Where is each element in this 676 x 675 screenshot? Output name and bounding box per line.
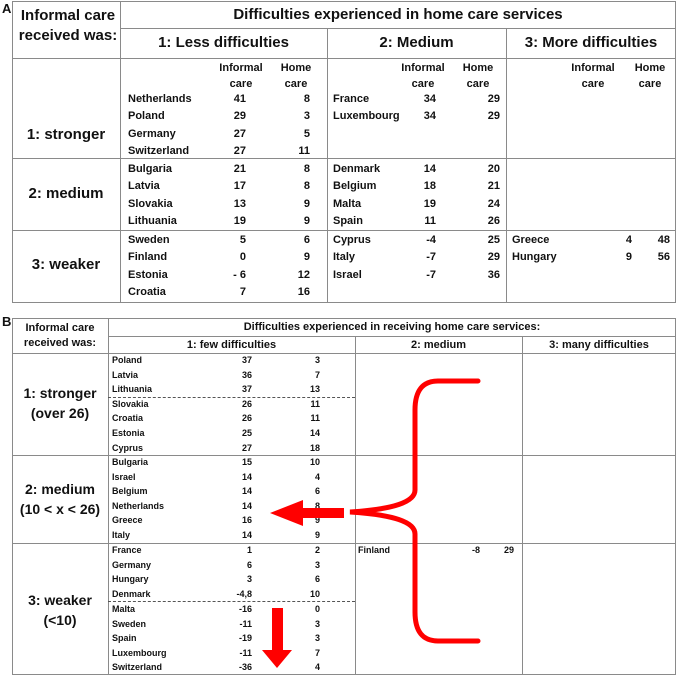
informal-care-value: -19: [238, 633, 252, 643]
informal-care-value: 13: [233, 198, 246, 210]
panel-b-col-header: 3: many difficulties: [549, 339, 649, 351]
country-name: Switzerland: [128, 145, 190, 157]
home-care-value: 9: [303, 198, 310, 210]
home-care-value: 14: [309, 428, 320, 438]
home-care-value: 4: [314, 662, 320, 672]
panel-a-title: Difficulties experienced in home care services: [233, 6, 563, 23]
sub-header-home: Home care: [462, 62, 494, 90]
informal-care-value: 27: [233, 128, 246, 140]
home-care-value: 18: [309, 443, 320, 453]
informal-care-value: 7: [239, 286, 246, 298]
panel-b-row-label: 3: weaker (<10): [28, 592, 92, 628]
home-care-value: 29: [487, 110, 500, 122]
home-care-value: 24: [487, 198, 500, 210]
home-care-value: 8: [303, 163, 310, 175]
informal-care-value: -4,8: [236, 589, 252, 599]
country-name: Luxembourg: [112, 648, 167, 658]
country-name: Netherlands: [128, 93, 192, 105]
country-name: Denmark: [333, 163, 381, 175]
sub-header-informal: Informal care: [571, 62, 615, 90]
country-name: Spain: [333, 215, 363, 227]
left-arrow-shape: [270, 500, 344, 526]
informal-care-value: 27: [241, 443, 252, 453]
informal-care-value: 3: [246, 574, 252, 584]
home-care-value: 9: [303, 251, 310, 263]
informal-care-value: 4: [625, 234, 632, 246]
country-name: Netherlands: [112, 501, 165, 511]
informal-care-value: 34: [423, 93, 436, 105]
country-name: Germany: [128, 128, 176, 140]
country-name: Bulgaria: [112, 457, 149, 467]
home-care-value: 11: [298, 145, 310, 157]
country-name: Lithuania: [128, 215, 177, 227]
country-name: Lithuania: [112, 384, 152, 394]
country-name: Germany: [112, 560, 152, 570]
informal-care-value: 37: [241, 355, 252, 365]
informal-care-value: -7: [426, 269, 436, 281]
country-name: Slovakia: [112, 399, 149, 409]
home-care-value: 21: [487, 180, 500, 192]
home-care-value: 26: [487, 215, 500, 227]
informal-care-value: 5: [239, 234, 246, 246]
home-care-value: 56: [657, 251, 670, 263]
country-name: Belgium: [333, 180, 377, 192]
home-care-value: 11: [310, 413, 320, 423]
informal-care-value: 17: [233, 180, 246, 192]
country-name: Latvia: [112, 370, 139, 380]
down-arrow-shape: [262, 608, 292, 668]
home-care-value: 13: [309, 384, 320, 394]
panel-a-row-label: 2: medium: [28, 185, 104, 202]
panel-a-col-header: 1: Less difficulties: [158, 34, 289, 51]
country-name: Sweden: [112, 619, 147, 629]
home-care-value: 10: [309, 589, 320, 599]
home-care-value: 2: [314, 545, 320, 555]
informal-care-value: -4: [426, 234, 436, 246]
home-care-value: 9: [314, 530, 320, 540]
home-care-value: 36: [487, 269, 500, 281]
home-care-value: 16: [297, 286, 310, 298]
country-name: Greece: [512, 234, 550, 246]
home-care-value: 12: [297, 269, 310, 281]
country-name: Croatia: [112, 413, 144, 423]
country-name: Switzerland: [112, 662, 163, 672]
informal-care-value: 34: [423, 110, 436, 122]
home-care-value: 8: [303, 180, 310, 192]
home-care-value: 29: [487, 93, 500, 105]
home-care-value: 3: [303, 110, 310, 122]
informal-care-value: - 6: [233, 269, 246, 281]
home-care-value: 11: [310, 399, 320, 409]
informal-care-value: 21: [233, 163, 246, 175]
sub-header-home: Home care: [280, 62, 312, 90]
panel-a-col-header: 3: More difficulties: [524, 34, 658, 51]
panel-b-row-label: 1: stronger (over 26): [23, 385, 97, 421]
informal-care-value: 14: [241, 530, 252, 540]
home-care-value: 8: [314, 501, 320, 511]
country-name: Luxembourg: [333, 110, 400, 122]
home-care-value: 0: [314, 604, 320, 614]
country-name: Poland: [128, 110, 165, 122]
country-name: Finland: [358, 545, 390, 555]
panel-a-col-header: 2: Medium: [379, 34, 454, 51]
country-name: Bulgaria: [128, 163, 173, 175]
home-care-value: 3: [314, 633, 320, 643]
country-name: Greece: [112, 515, 143, 525]
informal-care-value: 26: [241, 413, 252, 423]
informal-care-value: 14: [241, 486, 252, 496]
informal-care-value: -16: [238, 604, 252, 614]
country-name: Slovakia: [128, 198, 173, 210]
panel-b-row-label: 2: medium (10 < x < 26): [19, 481, 101, 517]
home-care-value: 20: [487, 163, 500, 175]
informal-care-value: -11: [239, 619, 252, 629]
country-name: Hungary: [512, 251, 557, 263]
informal-care-value: 19: [423, 198, 436, 210]
country-name: Estonia: [128, 269, 168, 281]
country-name: Croatia: [128, 286, 166, 298]
informal-care-value: -36: [238, 662, 252, 672]
panel-b-letter: B: [2, 314, 12, 329]
informal-care-value: -11: [239, 648, 252, 658]
informal-care-value: 25: [241, 428, 252, 438]
informal-care-value: 6: [246, 560, 252, 570]
country-name: Sweden: [128, 234, 170, 246]
panel-b-title: Difficulties experienced in receiving home care services:: [243, 321, 541, 333]
panel-a-row-label: 1: stronger: [26, 126, 106, 143]
country-name: Poland: [112, 355, 143, 365]
home-care-value: 5: [303, 128, 310, 140]
informal-care-value: 0: [239, 251, 246, 263]
home-care-value: 6: [314, 574, 320, 584]
country-name: France: [112, 545, 142, 555]
informal-care-value: 11: [424, 215, 436, 227]
country-name: Israel: [333, 269, 362, 281]
sub-header-home: Home care: [634, 62, 666, 90]
country-name: Latvia: [128, 180, 160, 192]
country-name: Spain: [112, 633, 137, 643]
home-care-value: 29: [503, 545, 514, 555]
informal-care-value: -7: [426, 251, 436, 263]
informal-care-value: 14: [241, 501, 252, 511]
informal-care-value: 36: [241, 370, 252, 380]
sub-header-informal: Informal care: [401, 62, 445, 90]
informal-care-value: 26: [241, 399, 252, 409]
country-name: Finland: [128, 251, 168, 263]
home-care-value: 10: [309, 457, 320, 467]
home-care-value: 8: [303, 93, 310, 105]
home-care-value: 7: [314, 648, 320, 658]
country-name: Italy: [112, 530, 131, 540]
country-name: France: [333, 93, 370, 105]
panel-a-letter: A: [2, 1, 12, 16]
country-name: Malta: [333, 198, 362, 210]
informal-care-value: 16: [241, 515, 252, 525]
brace-shape: [350, 381, 478, 641]
home-care-value: 29: [487, 251, 500, 263]
sub-header-informal: Informal care: [219, 62, 263, 90]
informal-care-value: 37: [241, 384, 252, 394]
informal-care-value: 18: [423, 180, 436, 192]
panel-b-col-header: 2: medium: [410, 339, 466, 351]
informal-care-value: 41: [233, 93, 246, 105]
panel-b-corner-label: Informal care received was:: [23, 322, 97, 349]
home-care-value: 4: [314, 472, 320, 482]
home-care-value: 9: [303, 215, 310, 227]
country-name: Malta: [112, 604, 136, 614]
panel-a-row-label: 3: weaker: [31, 256, 101, 273]
panel-a-corner-label: Informal care received was:: [18, 7, 118, 44]
informal-care-value: -8: [471, 545, 480, 555]
country-name: Belgium: [112, 486, 148, 496]
country-name: Denmark: [112, 589, 151, 599]
informal-care-value: 29: [233, 110, 246, 122]
home-care-value: 3: [314, 619, 320, 629]
home-care-value: 6: [303, 234, 310, 246]
home-care-value: 25: [487, 234, 500, 246]
informal-care-value: 15: [241, 457, 252, 467]
informal-care-value: 27: [233, 145, 246, 157]
country-name: Israel: [112, 472, 136, 482]
informal-care-value: 19: [233, 215, 246, 227]
informal-care-value: 14: [241, 472, 252, 482]
home-care-value: 6: [314, 486, 320, 496]
home-care-value: 48: [657, 234, 670, 246]
country-name: Hungary: [112, 574, 149, 584]
country-name: Estonia: [112, 428, 145, 438]
country-name: Cyprus: [333, 234, 371, 246]
country-name: Italy: [333, 251, 356, 263]
country-name: Cyprus: [112, 443, 144, 453]
home-care-value: 7: [314, 370, 320, 380]
home-care-value: 3: [314, 355, 320, 365]
informal-care-value: 9: [625, 251, 632, 263]
home-care-value: 3: [314, 560, 320, 570]
panel-b-col-header: 1: few difficulties: [186, 339, 277, 351]
home-care-value: 9: [314, 515, 320, 525]
informal-care-value: 1: [246, 545, 252, 555]
informal-care-value: 14: [423, 163, 436, 175]
